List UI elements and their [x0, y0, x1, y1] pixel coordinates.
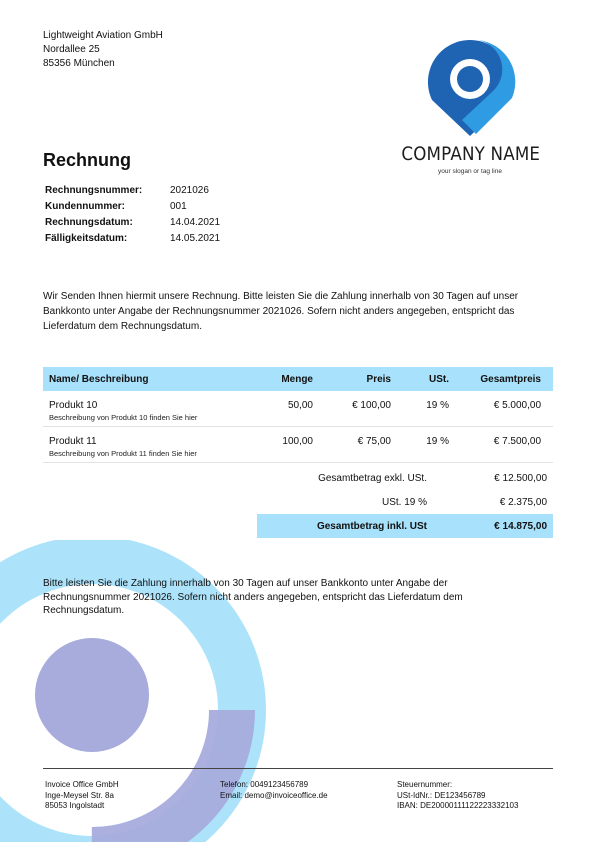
header-name: Name/ Beschreibung [49, 373, 149, 385]
decor-inner-disc [35, 638, 149, 752]
net-total-label: Gesamtbetrag exkl. USt. [318, 472, 427, 484]
sender-street: Nordallee 25 [43, 44, 100, 55]
header-total: Gesamtpreis [480, 373, 541, 385]
cell-price: € 75,00 [357, 436, 391, 447]
invoice-title: Rechnung [43, 150, 131, 170]
logo-slogan: your slogan or tag line [438, 168, 502, 175]
cell-tax: 19 % [426, 400, 449, 411]
footer-tax-column [397, 780, 518, 812]
footer-divider [43, 768, 553, 769]
footer-email: Email: demo@invoiceoffice.de [220, 790, 328, 800]
table-row [43, 391, 553, 427]
gross-total-row [257, 514, 553, 538]
meta-label: Fälligkeitsdatum: [45, 233, 128, 244]
meta-value: 14.04.2021 [170, 217, 221, 228]
footer-line: Inge-Meysel Str. 8a [45, 790, 114, 800]
header-qty: Menge [281, 373, 313, 385]
tax-total-label: USt. 19 % [381, 496, 427, 508]
cell-name [43, 436, 263, 458]
cell-total: € 7.500,00 [493, 436, 541, 447]
meta-row-due-date [45, 231, 220, 247]
meta-row-invoice-number [45, 183, 220, 199]
footer-line: USt-IdNr.: DE123456789 [397, 790, 486, 800]
footer-line: Invoice Office GmbH [45, 780, 119, 789]
gross-total-label: Gesamtbetrag inkl. USt [316, 520, 427, 532]
cell-name [43, 400, 263, 422]
intro-text: Wir Senden Ihnen hiermit unsere Rechnung. Bitte leisten Sie die Zahlung innerhalb von 30 Tagen auf unser Bankkonto unter Angabe der Rechnungsnummer 2021026. Sofern nicht anders angegeben, entspricht das Lieferdatum dem Rechnungsdatum. [43, 291, 519, 332]
header-tax: USt. [429, 373, 449, 385]
meta-value: 001 [170, 201, 187, 212]
meta-label: Rechnungsdatum: [45, 217, 133, 228]
footer-phone: Telefon: 0049123456789 [220, 780, 309, 789]
footer-contact-column [220, 780, 328, 801]
meta-row-invoice-date [45, 215, 220, 231]
meta-row-customer-number [45, 199, 220, 215]
product-name: Produkt 11 [49, 436, 97, 447]
footer-line: 85053 Ingolstadt [45, 801, 105, 810]
product-name: Produkt 10 [49, 400, 98, 411]
sender-city: 85356 München [43, 58, 115, 69]
closing-text: Bitte leisten Sie die Zahlung innerhalb von 30 Tagen auf unser Bankkonto unter Angabe der Rechnungsnummer 2021026. Sofern nicht anders angegeben, entspricht das Lieferdatum dem Rechnungsdatum. [43, 578, 463, 616]
sender-address [43, 29, 163, 71]
net-total-row [43, 466, 553, 490]
cell-total: € 5.000,00 [493, 400, 541, 411]
meta-value: 2021026 [170, 185, 209, 196]
table-row [43, 427, 553, 463]
meta-label: Rechnungsnummer: [45, 185, 143, 196]
cell-qty: 50,00 [287, 400, 313, 411]
tax-total-row [43, 490, 553, 514]
table-header [43, 367, 553, 391]
product-description: Beschreibung von Produkt 10 finden Sie hier [49, 413, 198, 422]
cell-tax: 19 % [426, 436, 449, 447]
meta-value: 14.05.2021 [170, 233, 221, 244]
logo-company-name: COMPANY NAME [401, 143, 541, 165]
cell-qty: 100,00 [282, 436, 313, 447]
footer-line: IBAN: DE20000111122223332103 [397, 801, 519, 810]
location-pin-icon [392, 36, 548, 140]
meta-label: Kundennummer: [45, 201, 125, 212]
totals-block [43, 466, 553, 538]
cell-price: € 100,00 [352, 400, 391, 411]
sender-company: Lightweight Aviation GmbH [43, 30, 163, 41]
product-description: Beschreibung von Produkt 11 finden Sie hier [49, 449, 197, 458]
line-items-table [43, 367, 553, 463]
tax-total-value: € 2.375,00 [499, 496, 547, 508]
footer-company-column [45, 780, 119, 812]
net-total-value: € 12.500,00 [494, 472, 547, 484]
gross-total-value: € 14.875,00 [494, 520, 547, 532]
company-logo [392, 36, 548, 178]
header-price: Preis [366, 373, 391, 385]
footer-line: Steuernummer: [397, 780, 453, 789]
invoice-meta [45, 183, 220, 247]
